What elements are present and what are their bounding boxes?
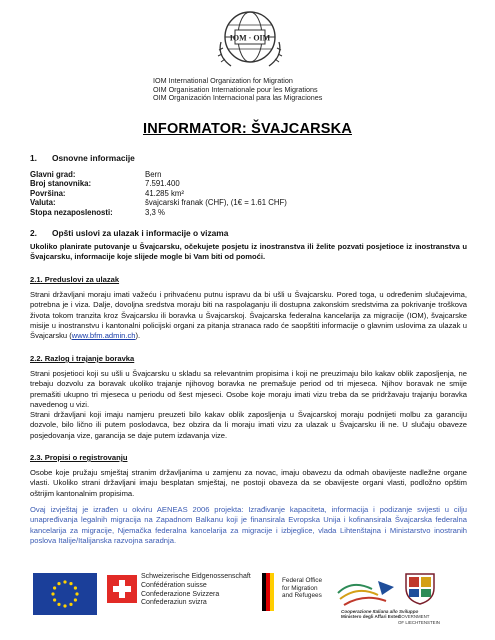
section-2-number: 2.: [30, 228, 37, 238]
iom-logo-text: IOM · OIM: [229, 33, 271, 43]
eu-flag-icon: [33, 573, 97, 615]
info-key: Valuta:: [30, 198, 56, 208]
info-value: 3,3 %: [145, 207, 165, 217]
info-key: Glavni grad:: [30, 170, 76, 179]
org-name-en: IOM International Organization for Migration: [153, 76, 293, 85]
info-row: [30, 170, 287, 179]
bamf-line-2: for Migration: [282, 584, 318, 592]
info-key: Stopa nezaposlenosti:: [30, 207, 113, 217]
swiss-name-rm: Confederaziun svizra: [141, 599, 207, 607]
bamf-line-1: Federal Office: [282, 577, 323, 584]
info-value: 7.591.400: [145, 179, 180, 189]
subsection-2-1-body: Strani državljani moraju imati važeću i prihvaćenu putnu ispravu da bi ušli u Švajcarsku. Pored toga, u određenim slučajevima, potrebna je i viza. Dalje, dovoljna sredstva moraju biti na raspolaganju ili dostupna zakonskim sredstvima za pokrivanje troškova života tokom tranzita kroz Švajcarsku ili boravka u Švajcarskoj. Švajcarska federalna kancelarija za migracije (IOM), švajcarske misije u inostranstvu i kantonalni policijski organi za pitanja stranaca rado će saopštiti informacije o glavnim uslovima za ulazak u Švajcarsku (: [30, 290, 467, 341]
li-line-1: GOVERNMENT: [398, 614, 430, 619]
org-name-es: OIM Organización Internacional para las Migraciones: [153, 93, 323, 103]
swiss-flag-icon: [107, 575, 137, 603]
swiss-confederation-text: [141, 573, 251, 608]
italian-cooperation-name: Cooperazione Italiana allo Sviluppo: [341, 609, 419, 614]
info-row: [30, 198, 287, 207]
info-value: Bern: [145, 170, 162, 179]
swiss-name-fr: Confédération suisse: [141, 581, 207, 589]
org-name-fr: OIM Organisation Internationale pour les Migrations: [153, 84, 318, 94]
li-line-2: OF LIECHTENSTEIN: [398, 619, 440, 625]
section-2-heading: [30, 228, 228, 238]
subsection-2-2-text-2: Strani državljani koji imaju namjeru preuzeti bilo kakav oblik zaposljenja u Švajcarskoj moraju podnijeti molbu za garanciju dozvole, bilo lično ili putem poslodavca, bez obzira da li moraju imati vizu za ulazak u Švajcarsku ili ne. U slučaju obaveze posjedovanja vize, garancija se daje putem izdavanja vize.: [30, 410, 467, 440]
section-1-number: 1.: [30, 153, 37, 163]
iom-logo: [213, 6, 287, 74]
liechtenstein-government-text: [398, 614, 440, 625]
subsection-2-3-heading: 2.3. Propisi o registrovanju: [30, 453, 128, 462]
subsection-2-1-text: [30, 290, 467, 341]
liechtenstein-coat-of-arms-icon: [400, 570, 440, 606]
info-value: 41.285 km²: [145, 188, 185, 198]
footer-note: Ovaj izvještaj je izrađen u okviru AENEAS 2006 projekta: Izrađivanje kapaciteta, informacija i podizanje svijesti u cilju unapređivanja legalnih migracija na Zapadnom Balkanu koji je finansirala Evropska Unija i kofinansirala Švajcarska federalna kancelarija za migracije, Njemačka federalna kancelarija za migracije i izbjeglice, vlada Lihtenštajna i Ministarstvo inostranih poslova Italije/Italijanska razvojna saradnja.: [30, 505, 467, 545]
info-value: švajcarski franak (CHF), (1€ = 1.61 CHF): [145, 198, 287, 208]
section-1-heading: [30, 153, 135, 163]
bamf-line-3: and Refugees: [282, 592, 322, 600]
subsection-2-3-text: Osobe koje pružaju smještaj stranim državljanima u zamjenu za novac, imaju obavezu da odmah obavijeste nadležne organe vlasti. Ukoliko strani državljani imaju besplatan smještaj, ne postoji obaveza da se obavijeste organi vlasti, podložno opštim oštrijim kantonalnim propisima.: [30, 468, 467, 498]
section-2-title: Opšti uslovi za ulazak i informacije o vizama: [52, 228, 229, 238]
italian-ministry-name: Ministero degli Affari Esteri: [341, 614, 401, 619]
organization-names: [153, 77, 413, 103]
sponsor-logos: [0, 565, 495, 640]
info-row: [30, 189, 287, 198]
subsection-2-1-heading: 2.1. Preduslovi za ulazak: [30, 275, 120, 284]
document-title: INFORMATOR: ŠVAJCARSKA: [142, 121, 352, 137]
italian-cooperation-logo: [332, 571, 402, 613]
info-row: [30, 208, 287, 217]
subsection-2-2-heading: 2.2. Razlog i trajanje boravka: [30, 354, 135, 363]
swiss-name-it: Confederazione Svizzera: [141, 590, 220, 598]
section-2-intro: Ukoliko planirate putovanje u Švajcarsku, očekujete posjetu iz inostranstva ili želite pozvati posjetioce iz inostranstva u Švajcarsku, informacije koje slijede mogle bi Vam biti od pomoći.: [30, 242, 467, 262]
subsection-2-2-text: Strani posjetioci koji su ušli u Švajcarsku u skladu sa relevantnim propisima i koji ne preuzimaju bilo kakav oblik zaposljenja, ne trebaju dozvolu za boravak ukoliko trajanje njihovog boravka ne premašuje period od tri mjeseca. Njihov boravak ne smije premašiti ukupno tri mjeseca u periodu od šest mjeseci. Osobe koje moraju imati vizu treba da se pridržavaju trajanju boravka navedenog u vizi.: [30, 369, 467, 409]
swiss-name-de: Schweizerische Eidgenossenschaft: [141, 573, 251, 580]
info-row: [30, 179, 287, 188]
bamf-logo-text: [282, 577, 322, 600]
german-eagle-icon: [262, 573, 276, 611]
section-1-title: Osnovne informacije: [52, 153, 135, 163]
bfm-website-link[interactable]: www.bfm.admin.ch: [71, 331, 136, 341]
info-key: Broj stanovnika:: [30, 179, 92, 189]
subsection-2-1-tail: ).: [135, 331, 141, 341]
info-key: Površina:: [30, 188, 66, 198]
basic-info-table: [30, 170, 287, 217]
